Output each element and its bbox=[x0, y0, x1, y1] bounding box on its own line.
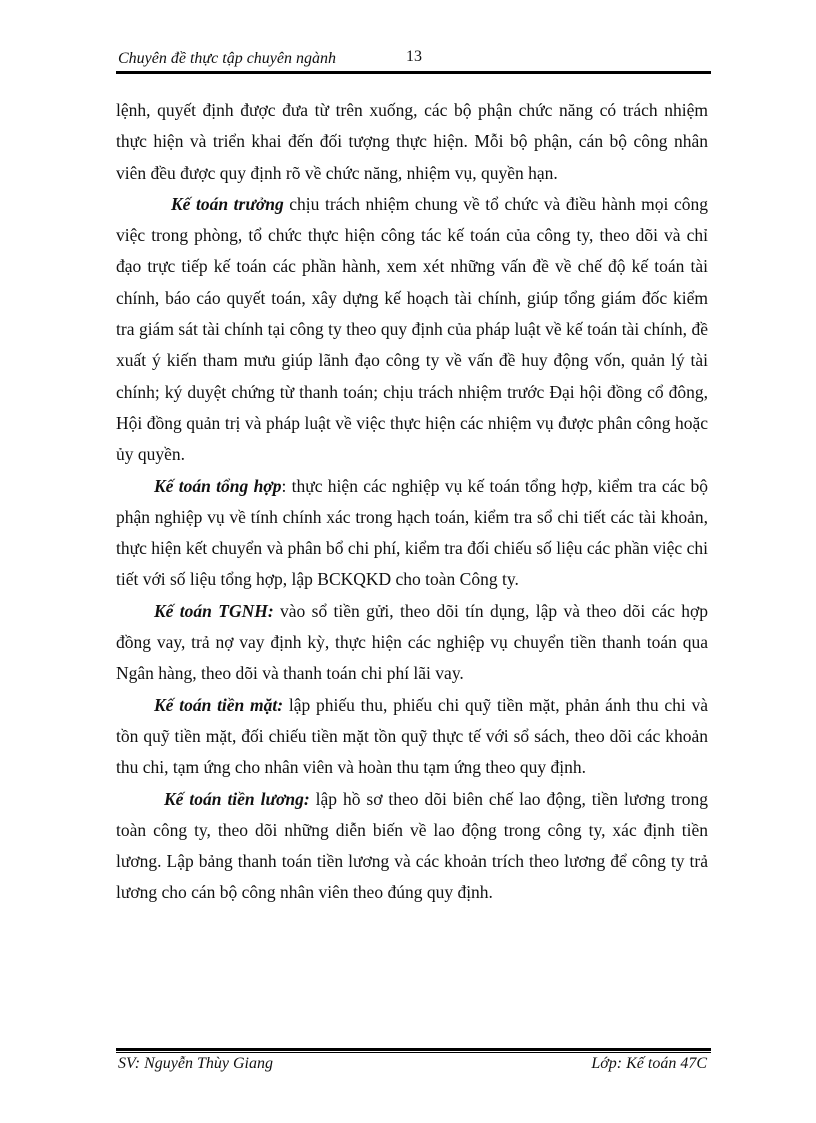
footer-rule-thin bbox=[116, 1052, 711, 1053]
paragraph-lead: Kế toán tiền lương: bbox=[164, 788, 310, 809]
paragraph-text: : thực hiện các nghiệp vụ kế toán tổng hợp, kiểm tra các bộ phận nghiệp vụ về tính chính xác trong hạch toán, kiểm tra sổ chi tiết các tài khoản, thực hiện kết chuyển và phân bổ chi phí, kiểm tra đối chiếu số liệu các phần việc chi tiết với số liệu tổng hợp, lập BCKQKD cho toàn Công ty. bbox=[116, 475, 708, 590]
paragraph-text: lệnh, quyết định được đưa từ trên xuống, các bộ phận chức năng có trách nhiệm thực hiện và triển khai đến đối tượng thực hiện. Mỗi bộ phận, cán bộ công nhân viên đều được quy định rõ về chức năng, nhiệm vụ, quyền hạn. bbox=[116, 100, 708, 183]
document-body bbox=[116, 95, 708, 909]
paragraph bbox=[116, 95, 708, 189]
header-title: Chuyên đề thực tập chuyên ngành bbox=[118, 50, 336, 67]
header-rule bbox=[116, 71, 711, 74]
paragraph-lead: Kế toán trưởng bbox=[171, 193, 284, 214]
paragraph-text: lập phiếu thu, phiếu chi quỹ tiền mặt, phản ánh thu chi và tồn quỹ tiền mặt, đối chiếu tiền mặt tồn quỹ thực tế với sổ sách, theo dõi các khoản thu chi, tạm ứng cho nhân viên và hoàn thu tạm ứng theo quy định. bbox=[116, 694, 709, 778]
paragraph-text: lập hồ sơ theo dõi biên chế lao động, tiền lương trong toàn công ty, theo dõi những diễn biến về lao động trong công ty, xác định tiền lương. Lập bảng thanh toán tiền lương và các khoản trích theo lương để công ty trả lương cho cán bộ công nhân viên theo đúng quy định. bbox=[116, 788, 708, 903]
footer-class: Lớp: Kế toán 47C bbox=[591, 1055, 707, 1072]
paragraph bbox=[116, 784, 708, 909]
paragraph-text: chịu trách nhiệm chung về tổ chức và điều hành mọi công việc trong phòng, tổ chức thực hiện công tác kế toán của công ty, theo dõi và chỉ đạo trực tiếp kế toán các phần hành, xem xét những vấn đề về chế độ kế toán tài chính, báo cáo quyết toán, xây dựng kế hoạch tài chính, giúp tổng giám đốc kiểm tra giám sát tài chính tại công ty theo quy định của pháp luật về kế toán tài chính, đề xuất ý kiến tham mưu giúp lãnh đạo công ty về vấn đề huy động vốn, quản lý tài chính; ký duyệt chứng từ thanh toán; chịu trách nhiệm trước Đại hội đồng cổ đông, Hội đồng quản trị và pháp luật về việc thực hiện các nhiệm vụ được phân công hoặc ủy quyền. bbox=[116, 193, 708, 465]
paragraph bbox=[116, 596, 708, 690]
paragraph bbox=[116, 471, 708, 596]
paragraph-lead: Kế toán TGNH: bbox=[154, 600, 274, 621]
footer-rule bbox=[116, 1048, 711, 1051]
paragraph-lead: Kế toán tiền mặt: bbox=[154, 694, 284, 715]
paragraph-lead: Kế toán tổng hợp bbox=[154, 475, 282, 496]
footer-student: SV: Nguyễn Thùy Giang bbox=[118, 1055, 273, 1072]
paragraph bbox=[116, 690, 708, 784]
page-header bbox=[116, 48, 711, 70]
page-number: 13 bbox=[406, 48, 422, 65]
paragraph bbox=[116, 189, 708, 471]
paragraph-text: vào sổ tiền gửi, theo dõi tín dụng, lập và theo dõi các hợp đồng vay, trả nợ vay định kỳ, thực hiện các nghiệp vụ chuyển tiền thanh toán qua Ngân hàng, theo dõi và thanh toán chi phí lãi vay. bbox=[116, 600, 708, 684]
page-footer bbox=[116, 1055, 711, 1077]
